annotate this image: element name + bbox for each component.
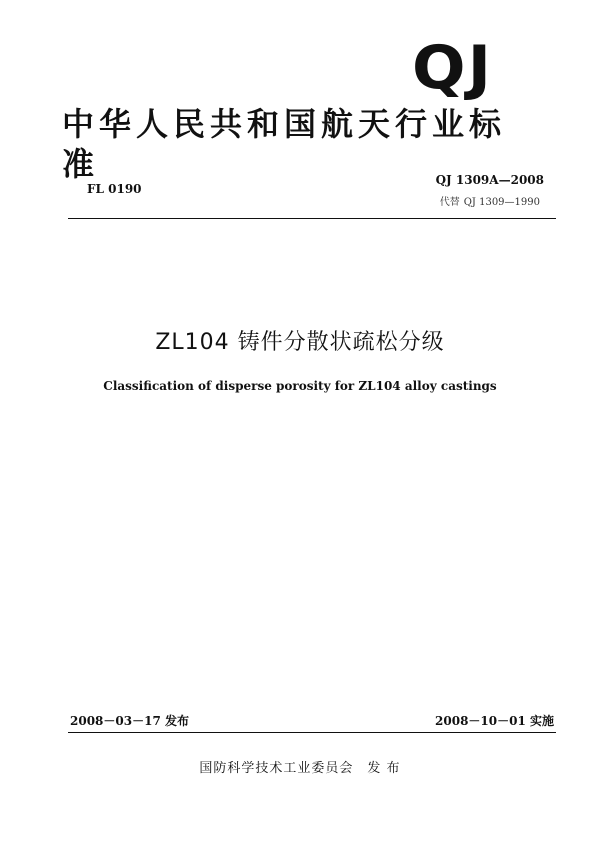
publisher: 国防科学技术工业委员会 发 布 [199,761,401,776]
header-divider [68,218,556,219]
qj-logo: QJ [412,33,494,103]
replaces-label: 代替 [439,197,460,208]
classification-code: FL 0190 [87,182,142,196]
issue-date: 2008－03－17 发布 [70,714,189,728]
document-title-cn: ZL104 铸件分散状疏松分级 [155,330,445,355]
document-title-en: Classification of disperse porosity for ZL104 alloy castings [103,379,497,393]
replaces-number: QJ 1309—1990 [463,197,540,208]
standard-category-title: 中华人民共和国航天行业标准 [62,105,507,183]
standard-number: QJ 1309A—2008 [435,173,544,187]
implementation-date: 2008－10－01 实施 [435,714,554,728]
replaces-line [440,193,544,208]
footer-divider [68,732,556,733]
